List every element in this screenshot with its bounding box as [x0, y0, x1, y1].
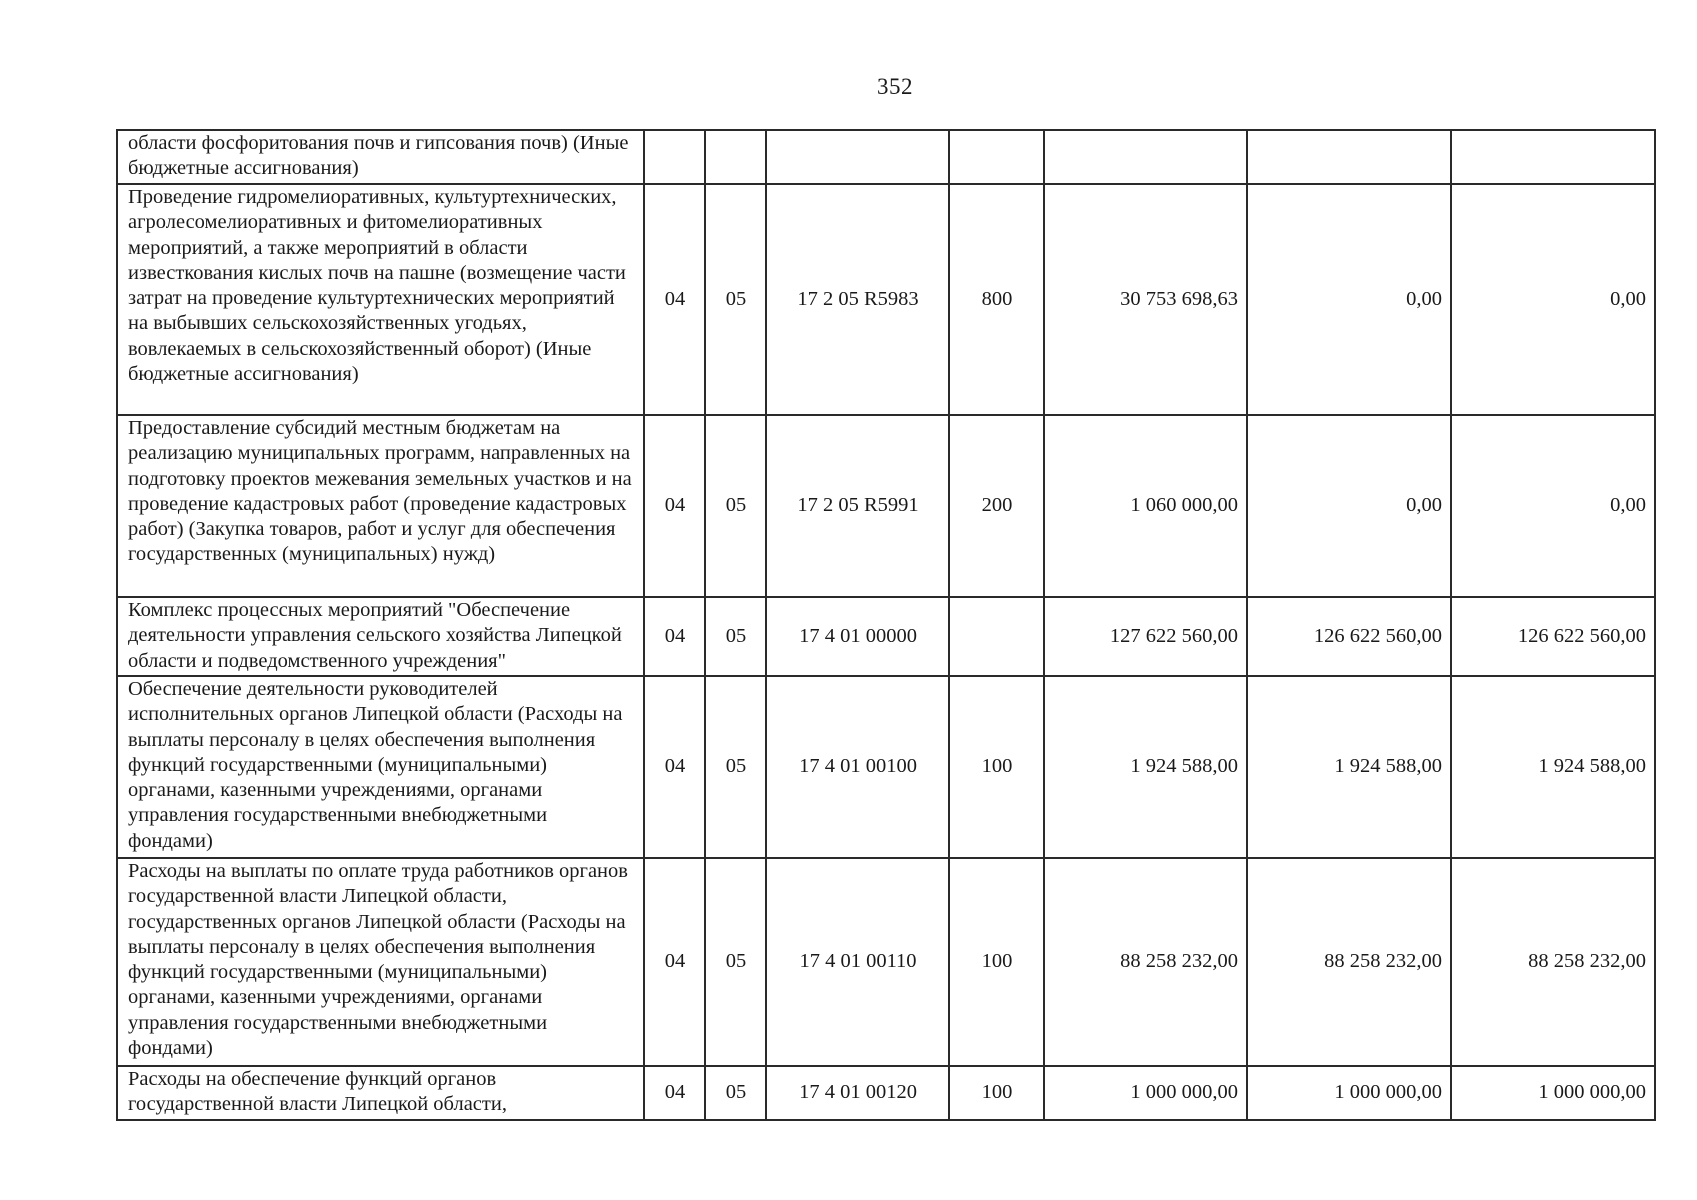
amount-year-1 — [1044, 130, 1247, 184]
table-row — [117, 415, 1655, 597]
row-description: Расходы на выплаты по оплате труда работников органов государственной власти Липецкой области, государственных органов Липецкой области (Расходы на выплаты персоналу в целях обеспечения выполнения функций государственными (муниципальными) органами, казенными учреждениями, органами управления государственными внебюджетными фондами) — [117, 858, 644, 1066]
amount-year-1: 1 000 000,00 — [1044, 1066, 1247, 1120]
amount-year-2: 0,00 — [1247, 415, 1451, 597]
section-code: 04 — [644, 597, 705, 676]
amount-year-2 — [1247, 130, 1451, 184]
expense-type-code — [949, 130, 1044, 184]
amount-year-2: 88 258 232,00 — [1247, 858, 1451, 1066]
table-row — [117, 1066, 1655, 1120]
section-code: 04 — [644, 415, 705, 597]
row-description: Расходы на обеспечение функций органов государственной власти Липецкой области, — [117, 1066, 644, 1120]
table-row — [117, 676, 1655, 858]
expense-type-code: 200 — [949, 415, 1044, 597]
section-code: 04 — [644, 184, 705, 415]
row-description: Проведение гидромелиоративных, культуртехнических, агролесомелиоративных и фитомелиоративных мероприятий, а также мероприятий в области известкования кислых почв на пашне (возмещение части затрат на проведение культуртехнических мероприятий на выбывших сельскохозяйственных угодьях, вовлекаемых в сельскохозяйственный оборот) (Иные бюджетные ассигнования) — [117, 184, 644, 415]
expense-type-code: 100 — [949, 858, 1044, 1066]
amount-year-1: 1 060 000,00 — [1044, 415, 1247, 597]
expense-type-code — [949, 597, 1044, 676]
subsection-code — [705, 130, 766, 184]
section-code: 04 — [644, 1066, 705, 1120]
subsection-code: 05 — [705, 415, 766, 597]
amount-year-1: 127 622 560,00 — [1044, 597, 1247, 676]
table-row — [117, 858, 1655, 1066]
amount-year-1: 88 258 232,00 — [1044, 858, 1247, 1066]
table-row — [117, 597, 1655, 676]
row-description: Предоставление субсидий местным бюджетам на реализацию муниципальных программ, направленных на подготовку проектов межевания земельных участков и на проведение кадастровых работ (проведение кадастровых работ) (Закупка товаров, работ и услуг для обеспечения государственных (муниципальных) нужд) — [117, 415, 644, 597]
target-article-code: 17 4 01 00100 — [766, 676, 949, 858]
amount-year-2: 1 924 588,00 — [1247, 676, 1451, 858]
amount-year-2: 126 622 560,00 — [1247, 597, 1451, 676]
amount-year-3: 0,00 — [1451, 415, 1655, 597]
amount-year-3: 0,00 — [1451, 184, 1655, 415]
section-code: 04 — [644, 858, 705, 1066]
table-row — [117, 184, 1655, 415]
section-code — [644, 130, 705, 184]
expense-type-code: 100 — [949, 676, 1044, 858]
row-description: Обеспечение деятельности руководителей исполнительных органов Липецкой области (Расходы на выплаты персоналу в целях обеспечения выполнения функций государственными (муниципальными) органами, казенными учреждениями, органами управления государственными внебюджетными фондами) — [117, 676, 644, 858]
amount-year-1: 1 924 588,00 — [1044, 676, 1247, 858]
row-description: Комплекс процессных мероприятий "Обеспечение деятельности управления сельского хозяйства Липецкой области и подведомственного учреждения" — [117, 597, 644, 676]
subsection-code: 05 — [705, 597, 766, 676]
target-article-code: 17 2 05 R5991 — [766, 415, 949, 597]
subsection-code: 05 — [705, 184, 766, 415]
amount-year-3: 1 924 588,00 — [1451, 676, 1655, 858]
amount-year-1: 30 753 698,63 — [1044, 184, 1247, 415]
amount-year-3: 88 258 232,00 — [1451, 858, 1655, 1066]
amount-year-3: 1 000 000,00 — [1451, 1066, 1655, 1120]
subsection-code: 05 — [705, 1066, 766, 1120]
target-article-code: 17 4 01 00110 — [766, 858, 949, 1066]
target-article-code — [766, 130, 949, 184]
target-article-code: 17 4 01 00000 — [766, 597, 949, 676]
target-article-code: 17 4 01 00120 — [766, 1066, 949, 1120]
expense-type-code: 800 — [949, 184, 1044, 415]
amount-year-3: 126 622 560,00 — [1451, 597, 1655, 676]
expense-type-code: 100 — [949, 1066, 1044, 1120]
target-article-code: 17 2 05 R5983 — [766, 184, 949, 415]
amount-year-3 — [1451, 130, 1655, 184]
amount-year-2: 1 000 000,00 — [1247, 1066, 1451, 1120]
section-code: 04 — [644, 676, 705, 858]
row-description: области фосфоритования почв и гипсования почв) (Иные бюджетные ассигнования) — [117, 130, 644, 184]
page-number: 352 — [877, 74, 913, 99]
subsection-code: 05 — [705, 676, 766, 858]
amount-year-2: 0,00 — [1247, 184, 1451, 415]
subsection-code: 05 — [705, 858, 766, 1066]
budget-table — [116, 129, 1656, 1121]
table-row — [117, 130, 1655, 184]
